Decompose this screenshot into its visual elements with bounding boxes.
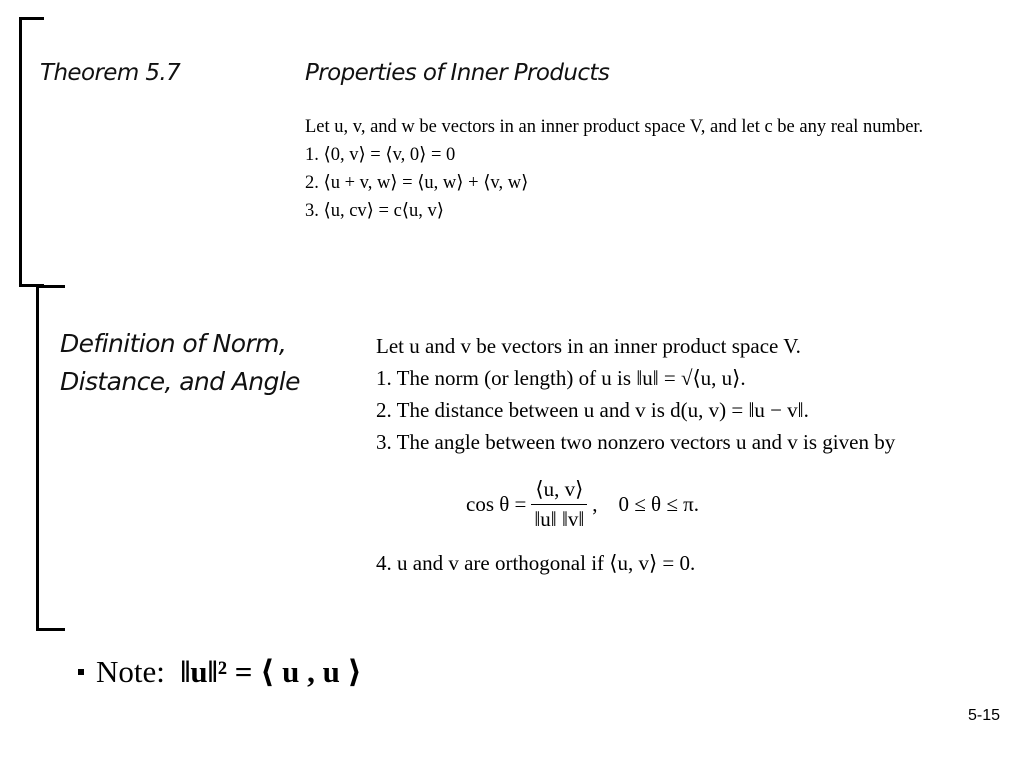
- note: [78, 654, 362, 690]
- theorem-item-1: 1. ⟨0, v⟩ = ⟨v, 0⟩ = 0: [305, 145, 456, 165]
- formula-denominator: ‖u‖ ‖v‖: [534, 507, 585, 531]
- theorem-body: [305, 113, 923, 225]
- formula-lhs: cos θ =: [466, 492, 527, 516]
- definition-item-1: 1. The norm (or length) of u is ‖u‖ = √⟨u, u⟩.: [376, 366, 746, 390]
- definition-title-line-2: Distance, and Angle: [60, 367, 300, 396]
- formula-numerator: ⟨u, v⟩: [531, 477, 587, 505]
- definition-title-line-1: Definition of Norm,: [60, 329, 287, 358]
- formula-rhs: , 0 ≤ θ ≤ π.: [592, 492, 699, 516]
- definition-body: [376, 330, 895, 458]
- note-formula: ‖u‖² = ⟨ u , u ⟩: [180, 654, 362, 689]
- angle-formula: [466, 477, 699, 532]
- theorem-item-2: 2. ⟨u + v, w⟩ = ⟨u, w⟩ + ⟨v, w⟩: [305, 173, 529, 193]
- theorem-item-3: 3. ⟨u, cv⟩ = c⟨u, v⟩: [305, 201, 444, 221]
- theorem-bracket: [19, 17, 44, 287]
- theorem-intro: Let u, v, and w be vectors in an inner product space V, and let c be any real number.: [305, 117, 924, 137]
- theorem-subtitle: Properties of Inner Products: [305, 60, 610, 86]
- definition-title: [60, 325, 300, 401]
- formula-fraction: [530, 477, 588, 532]
- bullet-icon: [78, 669, 84, 675]
- definition-item-4: 4. u and v are orthogonal if ⟨u, v⟩ = 0.: [376, 551, 696, 575]
- definition-item-2: 2. The distance between u and v is d(u, v) = ‖u − v‖.: [376, 398, 809, 422]
- definition-item-3: 3. The angle between two nonzero vectors u and v is given by: [376, 430, 896, 454]
- definition-intro: Let u and v be vectors in an inner product space V.: [376, 334, 801, 358]
- page-number: 5-15: [967, 707, 1000, 724]
- note-label: Note:: [96, 654, 165, 689]
- theorem-title: Theorem 5.7: [40, 60, 181, 86]
